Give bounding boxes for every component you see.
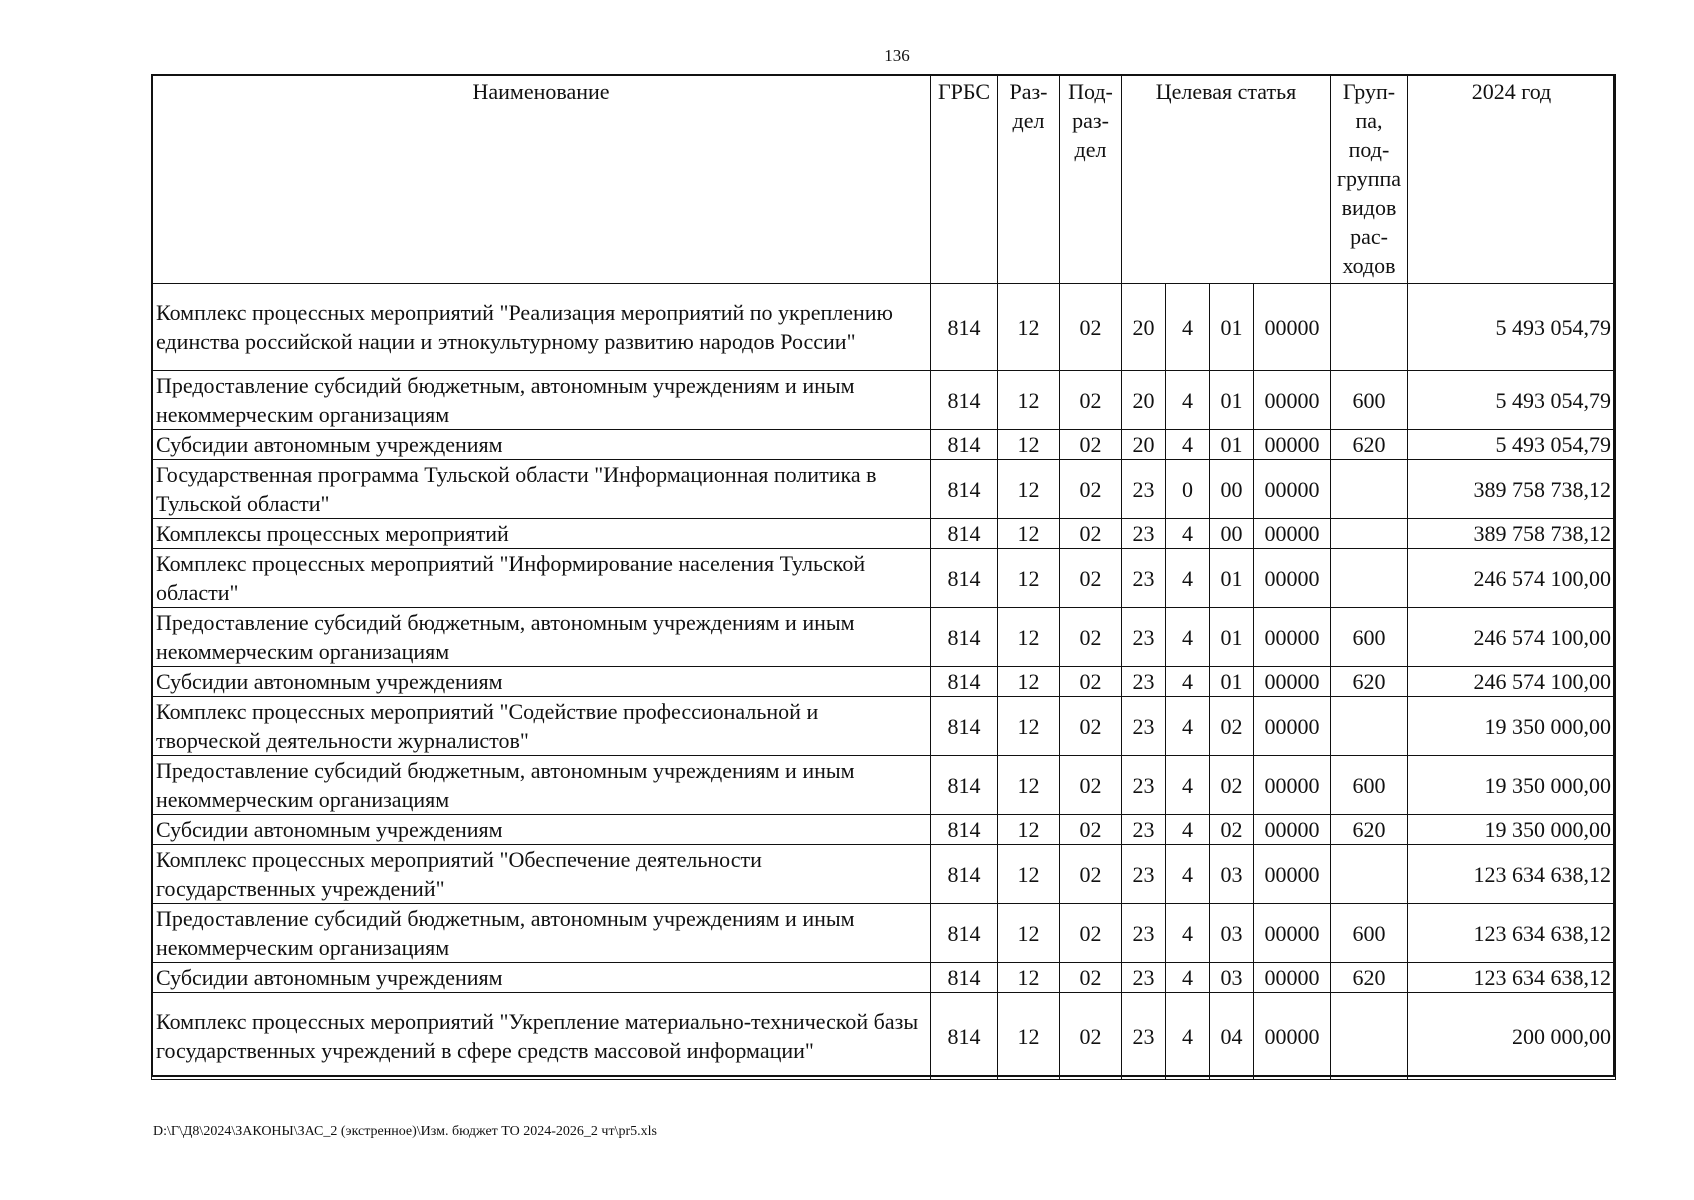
header-podrazdel: Под- раз- дел [1060, 75, 1122, 284]
cell-target-type: 4 [1166, 284, 1210, 371]
cell-expense-group: 600 [1331, 756, 1408, 815]
cell-grbs: 814 [931, 430, 998, 460]
header-name: Наименование [152, 75, 931, 284]
cell-razdel: 12 [998, 460, 1060, 519]
table-body [152, 284, 1616, 1080]
cell-grbs: 814 [931, 756, 998, 815]
cell-target-program: 20 [1122, 371, 1166, 430]
cell-target-complex: 01 [1210, 667, 1254, 697]
cell-razdel: 12 [998, 549, 1060, 608]
cell-amount-2024: 5 493 054,79 [1408, 284, 1616, 371]
table-row [152, 460, 1616, 519]
cell-podrazdel: 02 [1060, 667, 1122, 697]
header-razdel: Раз- дел [998, 75, 1060, 284]
cell-podrazdel: 02 [1060, 815, 1122, 845]
cell-target-direction: 00000 [1254, 756, 1331, 815]
table-row [152, 549, 1616, 608]
cell-target-program: 20 [1122, 284, 1166, 371]
cell-amount-2024: 5 493 054,79 [1408, 430, 1616, 460]
cell-grbs: 814 [931, 284, 998, 371]
cell-razdel: 12 [998, 993, 1060, 1080]
cell-expense-group [1331, 460, 1408, 519]
cell-target-type: 4 [1166, 756, 1210, 815]
cell-grbs: 814 [931, 667, 998, 697]
cell-target-direction: 00000 [1254, 608, 1331, 667]
cell-target-complex: 04 [1210, 993, 1254, 1080]
cell-name: Субсидии автономным учреждениям [152, 963, 931, 993]
cell-expense-group: 620 [1331, 815, 1408, 845]
cell-amount-2024: 123 634 638,12 [1408, 845, 1616, 904]
cell-target-complex: 02 [1210, 697, 1254, 756]
cell-razdel: 12 [998, 904, 1060, 963]
cell-target-program: 23 [1122, 845, 1166, 904]
table-row [152, 430, 1616, 460]
cell-podrazdel: 02 [1060, 460, 1122, 519]
cell-expense-group [1331, 549, 1408, 608]
cell-target-complex: 01 [1210, 284, 1254, 371]
cell-amount-2024: 200 000,00 [1408, 993, 1616, 1080]
header-group: Груп- па, под- группа видов рас- ходов [1331, 75, 1408, 284]
cell-expense-group: 600 [1331, 371, 1408, 430]
cell-name: Комплекс процессных мероприятий "Обеспечение деятельности государственных учреждений" [152, 845, 931, 904]
cell-target-complex: 02 [1210, 756, 1254, 815]
cell-target-complex: 03 [1210, 904, 1254, 963]
cell-podrazdel: 02 [1060, 845, 1122, 904]
cell-target-direction: 00000 [1254, 845, 1331, 904]
cell-target-direction: 00000 [1254, 667, 1331, 697]
cell-razdel: 12 [998, 519, 1060, 549]
cell-target-type: 4 [1166, 845, 1210, 904]
cell-podrazdel: 02 [1060, 549, 1122, 608]
cell-name: Комплекс процессных мероприятий "Содействие профессиональной и творческой деятельности журналистов" [152, 697, 931, 756]
cell-target-direction: 00000 [1254, 371, 1331, 430]
cell-podrazdel: 02 [1060, 697, 1122, 756]
table-row [152, 815, 1616, 845]
cell-target-type: 4 [1166, 667, 1210, 697]
table-row [152, 756, 1616, 815]
cell-name: Комплексы процессных мероприятий [152, 519, 931, 549]
cell-target-type: 4 [1166, 815, 1210, 845]
cell-podrazdel: 02 [1060, 519, 1122, 549]
cell-target-program: 23 [1122, 667, 1166, 697]
cell-target-complex: 03 [1210, 963, 1254, 993]
cell-target-type: 4 [1166, 519, 1210, 549]
cell-target-direction: 00000 [1254, 549, 1331, 608]
cell-razdel: 12 [998, 756, 1060, 815]
cell-grbs: 814 [931, 371, 998, 430]
cell-target-program: 23 [1122, 993, 1166, 1080]
cell-razdel: 12 [998, 371, 1060, 430]
cell-expense-group [1331, 284, 1408, 371]
cell-name: Комплекс процессных мероприятий "Укрепление материально-технической базы государственных учреждений в сфере средств массовой информации" [152, 993, 931, 1080]
budget-table [151, 74, 1616, 1080]
cell-podrazdel: 02 [1060, 284, 1122, 371]
cell-name: Государственная программа Тульской области "Информационная политика в Тульской области" [152, 460, 931, 519]
cell-razdel: 12 [998, 667, 1060, 697]
cell-grbs: 814 [931, 963, 998, 993]
header-year: 2024 год [1408, 75, 1616, 284]
table-row [152, 904, 1616, 963]
cell-target-program: 23 [1122, 963, 1166, 993]
cell-name: Субсидии автономным учреждениям [152, 667, 931, 697]
cell-target-type: 4 [1166, 371, 1210, 430]
cell-target-complex: 01 [1210, 608, 1254, 667]
cell-podrazdel: 02 [1060, 904, 1122, 963]
cell-target-direction: 00000 [1254, 815, 1331, 845]
cell-podrazdel: 02 [1060, 993, 1122, 1080]
cell-target-program: 23 [1122, 815, 1166, 845]
cell-name: Комплекс процессных мероприятий "Реализация мероприятий по укреплению единства российской нации и этнокультурному развитию народов России" [152, 284, 931, 371]
cell-amount-2024: 246 574 100,00 [1408, 667, 1616, 697]
cell-podrazdel: 02 [1060, 963, 1122, 993]
cell-amount-2024: 389 758 738,12 [1408, 460, 1616, 519]
cell-razdel: 12 [998, 963, 1060, 993]
cell-podrazdel: 02 [1060, 430, 1122, 460]
cell-name: Предоставление субсидий бюджетным, автономным учреждениям и иным некоммерческим организациям [152, 608, 931, 667]
cell-target-program: 23 [1122, 697, 1166, 756]
cell-target-type: 4 [1166, 608, 1210, 667]
cell-target-complex: 03 [1210, 845, 1254, 904]
cell-name: Субсидии автономным учреждениям [152, 430, 931, 460]
table-row [152, 608, 1616, 667]
cell-grbs: 814 [931, 845, 998, 904]
cell-target-complex: 00 [1210, 460, 1254, 519]
cell-expense-group: 600 [1331, 904, 1408, 963]
cell-target-complex: 01 [1210, 430, 1254, 460]
cell-target-type: 4 [1166, 430, 1210, 460]
cell-grbs: 814 [931, 815, 998, 845]
cell-target-direction: 00000 [1254, 460, 1331, 519]
table-row [152, 667, 1616, 697]
cell-amount-2024: 123 634 638,12 [1408, 904, 1616, 963]
cell-name: Предоставление субсидий бюджетным, автономным учреждениям и иным некоммерческим организациям [152, 904, 931, 963]
cell-name: Субсидии автономным учреждениям [152, 815, 931, 845]
cell-expense-group: 600 [1331, 608, 1408, 667]
cell-name: Комплекс процессных мероприятий "Информирование населения Тульской области" [152, 549, 931, 608]
cell-razdel: 12 [998, 430, 1060, 460]
cell-expense-group [1331, 993, 1408, 1080]
cell-target-direction: 00000 [1254, 430, 1331, 460]
cell-target-complex: 00 [1210, 519, 1254, 549]
cell-name: Предоставление субсидий бюджетным, автономным учреждениям и иным некоммерческим организациям [152, 756, 931, 815]
cell-expense-group: 620 [1331, 963, 1408, 993]
cell-target-direction: 00000 [1254, 904, 1331, 963]
cell-expense-group [1331, 845, 1408, 904]
cell-amount-2024: 19 350 000,00 [1408, 697, 1616, 756]
footer-file-path: D:\Г\Д8\2024\ЗАКОНЫ\ЗАС_2 (экстренное)\Изм. бюджет ТО 2024-2026_2 чт\pr5.xls [153, 1124, 657, 1139]
page-number: 136 [884, 46, 910, 65]
cell-grbs: 814 [931, 993, 998, 1080]
cell-target-complex: 01 [1210, 371, 1254, 430]
table-row [152, 845, 1616, 904]
table-header-row [152, 75, 1616, 284]
table-row [152, 963, 1616, 993]
cell-name: Предоставление субсидий бюджетным, автономным учреждениям и иным некоммерческим организациям [152, 371, 931, 430]
cell-amount-2024: 246 574 100,00 [1408, 549, 1616, 608]
cell-target-program: 23 [1122, 519, 1166, 549]
cell-expense-group: 620 [1331, 667, 1408, 697]
cell-razdel: 12 [998, 608, 1060, 667]
cell-target-program: 23 [1122, 460, 1166, 519]
table-row [152, 697, 1616, 756]
cell-target-type: 4 [1166, 549, 1210, 608]
cell-target-type: 4 [1166, 993, 1210, 1080]
cell-target-program: 23 [1122, 756, 1166, 815]
cell-target-direction: 00000 [1254, 963, 1331, 993]
cell-target-type: 0 [1166, 460, 1210, 519]
cell-grbs: 814 [931, 904, 998, 963]
cell-expense-group: 620 [1331, 430, 1408, 460]
table-row [152, 371, 1616, 430]
cell-podrazdel: 02 [1060, 756, 1122, 815]
cell-amount-2024: 246 574 100,00 [1408, 608, 1616, 667]
cell-target-program: 23 [1122, 904, 1166, 963]
cell-amount-2024: 19 350 000,00 [1408, 756, 1616, 815]
cell-grbs: 814 [931, 460, 998, 519]
cell-target-program: 23 [1122, 549, 1166, 608]
cell-target-program: 20 [1122, 430, 1166, 460]
header-target: Целевая статья [1122, 75, 1331, 284]
cell-amount-2024: 123 634 638,12 [1408, 963, 1616, 993]
cell-razdel: 12 [998, 284, 1060, 371]
cell-amount-2024: 5 493 054,79 [1408, 371, 1616, 430]
cell-expense-group [1331, 697, 1408, 756]
table-row [152, 519, 1616, 549]
cell-amount-2024: 389 758 738,12 [1408, 519, 1616, 549]
cell-target-direction: 00000 [1254, 519, 1331, 549]
header-grbs: ГРБС [931, 75, 998, 284]
cell-grbs: 814 [931, 608, 998, 667]
cell-target-complex: 02 [1210, 815, 1254, 845]
table-row [152, 284, 1616, 371]
cell-target-type: 4 [1166, 904, 1210, 963]
cell-razdel: 12 [998, 845, 1060, 904]
cell-target-type: 4 [1166, 963, 1210, 993]
cell-target-direction: 00000 [1254, 993, 1331, 1080]
cell-target-direction: 00000 [1254, 697, 1331, 756]
cell-target-complex: 01 [1210, 549, 1254, 608]
cell-razdel: 12 [998, 815, 1060, 845]
table-row [152, 993, 1616, 1080]
cell-expense-group [1331, 519, 1408, 549]
cell-grbs: 814 [931, 519, 998, 549]
cell-razdel: 12 [998, 697, 1060, 756]
cell-target-type: 4 [1166, 697, 1210, 756]
cell-podrazdel: 02 [1060, 608, 1122, 667]
cell-grbs: 814 [931, 697, 998, 756]
cell-amount-2024: 19 350 000,00 [1408, 815, 1616, 845]
cell-target-direction: 00000 [1254, 284, 1331, 371]
cell-target-program: 23 [1122, 608, 1166, 667]
cell-grbs: 814 [931, 549, 998, 608]
cell-podrazdel: 02 [1060, 371, 1122, 430]
